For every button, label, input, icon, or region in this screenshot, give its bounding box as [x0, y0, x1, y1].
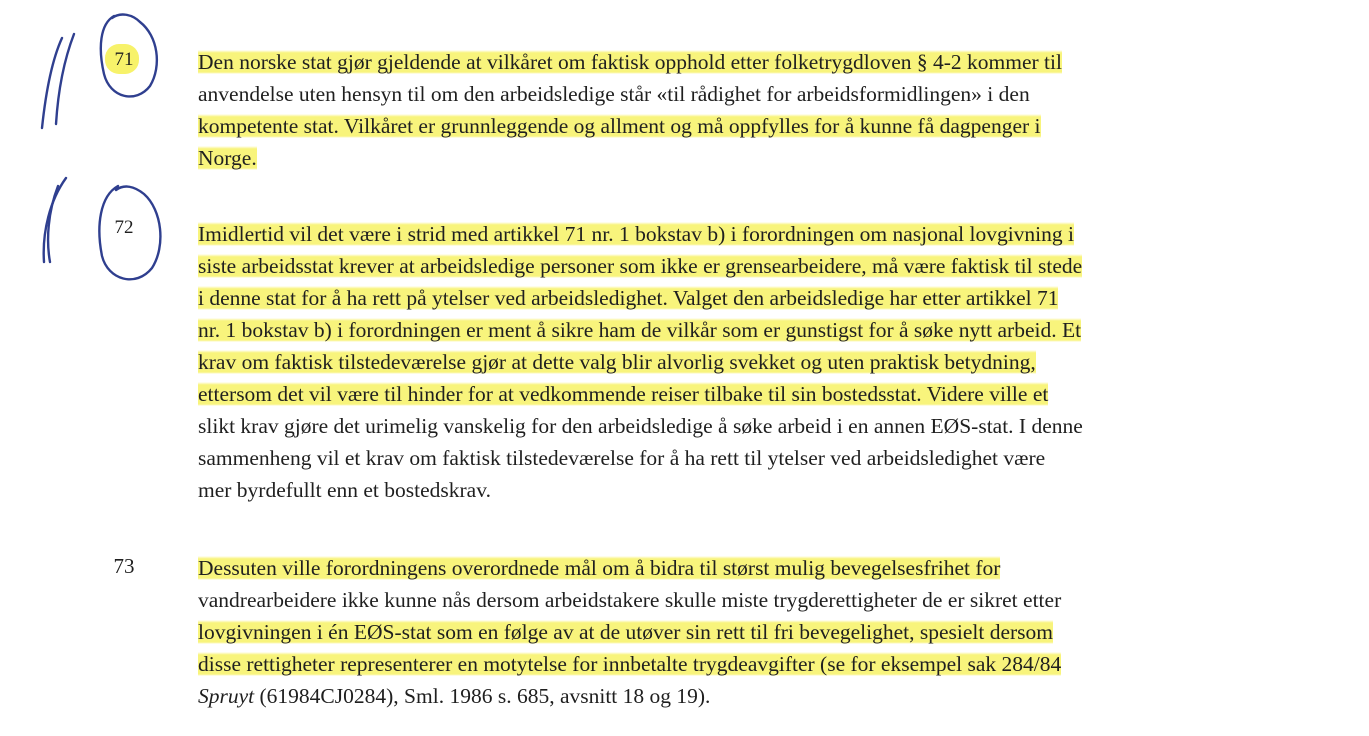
- paragraph-line: lovgivningen i én EØS-stat som en følge av at de utøver sin rett til fri bevegelighet, spesielt dersom: [198, 620, 1054, 644]
- paragraph-line: sammenheng vil et krav om faktisk tilstedeværelse for å ha rett til ytelser ved arbeidsledighet være: [198, 446, 1046, 470]
- paragraph-line: slikt krav gjøre det urimelig vanskelig for den arbeidsledige å søke arbeid i en annen EØS-stat. I denne: [198, 414, 1083, 438]
- paragraph-line: i denne stat for å ha rett på ytelser ved arbeidsledighet. Valget den arbeidsledige har etter artikkel 71: [198, 286, 1059, 310]
- paragraph-line: disse rettigheter representerer en motytelse for innbetalte trygdeavgifter (se for eksempel sak 284/84: [198, 652, 1062, 676]
- margin-double-line-72-a: [44, 178, 66, 262]
- paragraph-line: Den norske stat gjør gjeldende at vilkåret om faktisk opphold etter folketrygdloven § 4-2 kommer til: [198, 50, 1062, 74]
- paragraph-line: vandrearbeidere ikke kunne nås dersom arbeidstakere skulle miste trygderettigheter de er sikret etter: [198, 588, 1062, 612]
- paragraph-line: Dessuten ville forordningens overordnede mål om å bidra til størst mulig bevegelsesfrihet for: [198, 556, 1001, 580]
- paragraph-line: kompetente stat. Vilkåret er grunnleggende og allment og må oppfylles for å kunne få dagpenger i: [198, 114, 1041, 138]
- case-name: Spruyt: [198, 684, 255, 708]
- paragraph-line: krav om faktisk tilstedeværelse gjør at dette valg blir alvorlig svekket og uten praktisk betydning,: [198, 350, 1036, 374]
- paragraph-number: 73: [113, 554, 135, 578]
- paragraph-line: mer byrdefullt enn et bostedskrav.: [198, 478, 491, 502]
- margin-double-line-72-b: [48, 186, 58, 262]
- paragraph-line: ettersom det vil være til hinder for at vedkommende reiser tilbake til sin bostedsstat. Videre ville et: [198, 382, 1049, 406]
- margin-double-line-71-a: [42, 38, 62, 128]
- paragraph-line: nr. 1 bokstav b) i forordningen er ment å sikre ham de vilkår som er gunstigst for å søke nytt arbeid. Et: [198, 318, 1082, 342]
- margin-double-line-71-b: [56, 34, 74, 124]
- paragraph-number: 71: [114, 49, 134, 70]
- paragraph-line: (61984CJ0284), Sml. 1986 s. 685, avsnitt 18 og 19).: [259, 684, 711, 708]
- paragraph-line: Norge.: [198, 146, 257, 170]
- paragraph-line: anvendelse uten hensyn til om den arbeidsledige står «til rådighet for arbeidsformidlingen» i den: [198, 82, 1030, 106]
- paragraph-line: siste arbeidsstat krever at arbeidsledige personer som ikke er grensearbeidere, må være faktisk til stede: [198, 254, 1083, 278]
- paragraph-line: Imidlertid vil det være i strid med artikkel 71 nr. 1 bokstav b) i forordningen om nasjonal lovgivning i: [198, 222, 1074, 246]
- paragraph-number: 72: [114, 217, 134, 238]
